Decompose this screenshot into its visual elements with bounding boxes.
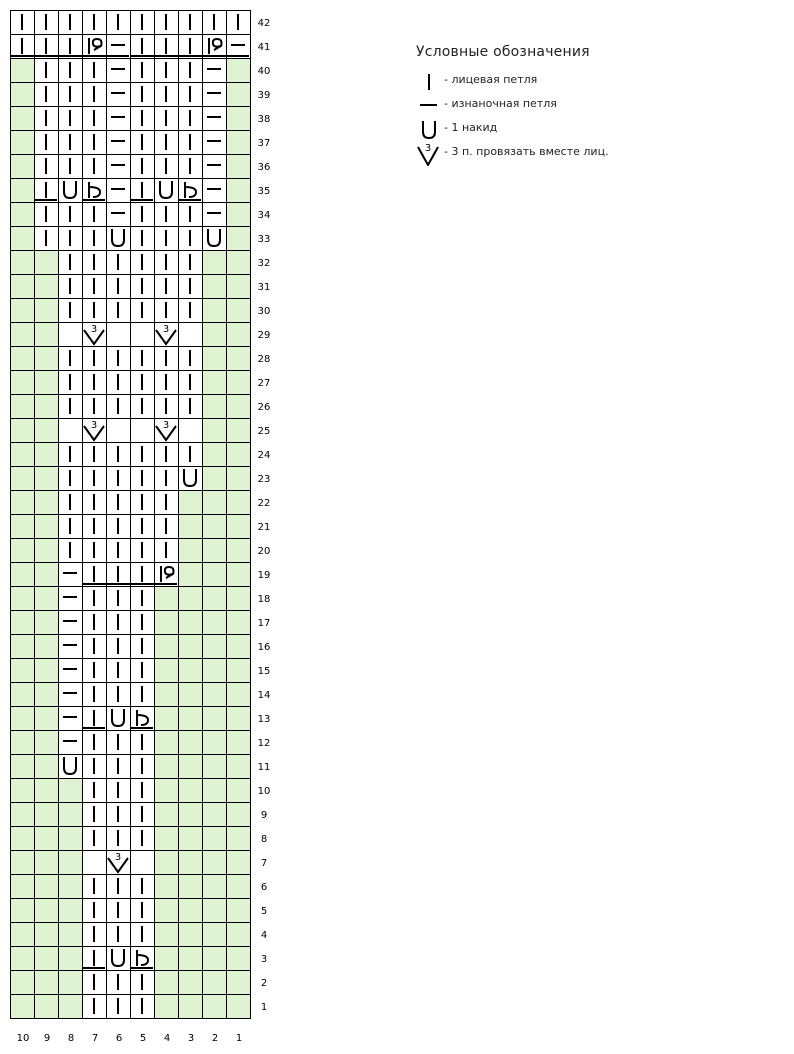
grid-cell <box>10 874 34 898</box>
grid-cell <box>202 826 226 850</box>
grid-cell <box>178 538 202 562</box>
legend-item-k3tog <box>416 142 776 166</box>
column-number: 6 <box>115 1033 123 1044</box>
column-number: 1 <box>235 1033 243 1044</box>
grid-cell <box>130 850 154 874</box>
grid-cell <box>154 970 178 994</box>
grid-cell <box>226 826 250 850</box>
grid-cell <box>34 994 58 1018</box>
grid-cell <box>202 514 226 538</box>
grid-cell <box>226 730 250 754</box>
grid-cell <box>202 322 226 346</box>
grid-cell <box>226 250 250 274</box>
row-number: 11 <box>257 762 271 773</box>
grid-cell <box>226 130 250 154</box>
grid-cell <box>10 946 34 970</box>
grid-cell <box>202 946 226 970</box>
grid-cell <box>10 538 34 562</box>
grid-cell <box>10 370 34 394</box>
grid-cell <box>34 346 58 370</box>
grid-cell <box>58 898 82 922</box>
row-number: 14 <box>257 690 271 701</box>
grid-cell <box>10 106 34 130</box>
row-number: 32 <box>257 258 271 269</box>
grid-cell <box>130 418 154 442</box>
k3tog-count: 3 <box>90 420 98 431</box>
legend-item-yarn-over <box>416 118 776 142</box>
row-number: 3 <box>260 954 268 965</box>
grid-cell <box>178 898 202 922</box>
grid-cell <box>226 994 250 1018</box>
grid-cell <box>226 442 250 466</box>
grid-cell <box>178 706 202 730</box>
grid-cell <box>154 586 178 610</box>
grid-cell <box>82 850 106 874</box>
grid-cell <box>10 898 34 922</box>
grid-cell <box>202 730 226 754</box>
row-number: 33 <box>257 234 271 245</box>
k3tog-count: 3 <box>90 324 98 335</box>
grid-cell <box>202 658 226 682</box>
grid-cell <box>34 562 58 586</box>
row-number: 8 <box>260 834 268 845</box>
grid-cell <box>202 682 226 706</box>
row-number: 20 <box>257 546 271 557</box>
row-number: 36 <box>257 162 271 173</box>
row-number: 12 <box>257 738 271 749</box>
grid-cell <box>178 682 202 706</box>
column-number: 5 <box>139 1033 147 1044</box>
grid-cell <box>10 274 34 298</box>
grid-cell <box>58 874 82 898</box>
grid-cell <box>10 178 34 202</box>
k3tog-count: 3 <box>162 324 170 335</box>
grid-cell <box>58 970 82 994</box>
legend <box>416 44 776 166</box>
row-number: 29 <box>257 330 271 341</box>
grid-cell <box>106 418 130 442</box>
grid-cell <box>34 850 58 874</box>
grid-cell <box>34 610 58 634</box>
grid-cell <box>226 946 250 970</box>
grid-cell <box>226 466 250 490</box>
grid-cell <box>58 826 82 850</box>
grid-cell <box>58 802 82 826</box>
grid-cell <box>226 778 250 802</box>
grid-cell <box>202 802 226 826</box>
grid-cell <box>34 274 58 298</box>
grid-cell <box>226 610 250 634</box>
grid-cell <box>34 946 58 970</box>
row-number: 22 <box>257 498 271 509</box>
grid-cell <box>202 298 226 322</box>
legend-item-knit <box>416 70 776 94</box>
grid-cell <box>226 298 250 322</box>
row-number: 16 <box>257 642 271 653</box>
row-number: 4 <box>260 930 268 941</box>
grid-cell <box>10 466 34 490</box>
grid-cell <box>226 154 250 178</box>
grid-cell <box>202 922 226 946</box>
k3tog-count: 3 <box>114 852 122 863</box>
grid-cell <box>10 994 34 1018</box>
grid-cell <box>202 562 226 586</box>
grid-cell <box>226 658 250 682</box>
row-number: 40 <box>257 66 271 77</box>
grid-cell <box>178 322 202 346</box>
grid-cell <box>202 970 226 994</box>
grid-cell <box>154 826 178 850</box>
grid-cell <box>10 226 34 250</box>
grid-cell <box>106 322 130 346</box>
column-number: 10 <box>16 1033 30 1044</box>
grid-cell <box>10 586 34 610</box>
grid-cell <box>10 58 34 82</box>
grid-cell <box>202 394 226 418</box>
grid-cell <box>178 994 202 1018</box>
svg-text:3: 3 <box>424 143 432 154</box>
grid-cell <box>202 442 226 466</box>
grid-cell <box>202 250 226 274</box>
grid-cell <box>202 586 226 610</box>
column-number: 4 <box>163 1033 171 1044</box>
grid-cell <box>154 850 178 874</box>
grid-cell <box>10 634 34 658</box>
grid-cell <box>34 490 58 514</box>
column-number: 8 <box>67 1033 75 1044</box>
row-number: 28 <box>257 354 271 365</box>
grid-cell <box>34 418 58 442</box>
grid-cell <box>226 106 250 130</box>
grid-cell <box>226 82 250 106</box>
grid-cell <box>34 922 58 946</box>
grid-cell <box>226 562 250 586</box>
grid-cell <box>154 610 178 634</box>
grid-cell <box>226 394 250 418</box>
grid-cell <box>154 778 178 802</box>
k3tog-count: 3 <box>162 420 170 431</box>
grid-cell <box>34 250 58 274</box>
grid-cell <box>10 322 34 346</box>
grid-cell <box>202 610 226 634</box>
grid-cell <box>226 322 250 346</box>
grid-cell <box>202 634 226 658</box>
grid-cell <box>58 946 82 970</box>
grid-cell <box>58 418 82 442</box>
grid-cell <box>34 658 58 682</box>
grid-cell <box>10 154 34 178</box>
row-number: 26 <box>257 402 271 413</box>
row-number: 31 <box>257 282 271 293</box>
grid-cell <box>178 586 202 610</box>
row-number: 15 <box>257 666 271 677</box>
grid-cell <box>178 562 202 586</box>
grid-cell <box>34 586 58 610</box>
grid-cell <box>202 466 226 490</box>
grid-cell <box>178 874 202 898</box>
grid-cell <box>226 970 250 994</box>
legend-item-purl <box>416 94 776 118</box>
grid-cell <box>34 730 58 754</box>
grid-cell <box>202 754 226 778</box>
grid-cell <box>10 562 34 586</box>
grid-cell <box>154 898 178 922</box>
grid-cell <box>58 322 82 346</box>
grid-cell <box>34 802 58 826</box>
grid-cell <box>178 418 202 442</box>
grid-cell <box>10 82 34 106</box>
grid-cell <box>226 754 250 778</box>
row-number: 7 <box>260 858 268 869</box>
grid-cell <box>34 466 58 490</box>
grid-cell <box>34 538 58 562</box>
grid-cell <box>178 658 202 682</box>
grid-cell <box>226 706 250 730</box>
row-number: 35 <box>257 186 271 197</box>
grid-cell <box>154 946 178 970</box>
grid-cell <box>58 994 82 1018</box>
row-number: 34 <box>257 210 271 221</box>
row-number: 17 <box>257 618 271 629</box>
grid-cell <box>226 346 250 370</box>
grid-cell <box>58 850 82 874</box>
grid-cell <box>178 610 202 634</box>
row-number: 21 <box>257 522 271 533</box>
grid-cell <box>10 514 34 538</box>
knitting-chart <box>0 0 300 1054</box>
legend-label-knit: - лицевая петля <box>444 73 538 86</box>
grid-cell <box>178 826 202 850</box>
row-number: 42 <box>257 18 271 29</box>
grid-cell <box>202 418 226 442</box>
row-number: 27 <box>257 378 271 389</box>
grid-cell <box>154 922 178 946</box>
row-number: 39 <box>257 90 271 101</box>
grid-cell <box>154 874 178 898</box>
grid-cell <box>202 370 226 394</box>
grid-cell <box>10 130 34 154</box>
grid-cell <box>10 202 34 226</box>
grid-cell <box>10 250 34 274</box>
grid-cell <box>10 826 34 850</box>
grid-cell <box>226 634 250 658</box>
row-number: 1 <box>260 1002 268 1013</box>
row-number: 30 <box>257 306 271 317</box>
grid-cell <box>226 226 250 250</box>
grid-cell <box>178 754 202 778</box>
grid-cell <box>34 754 58 778</box>
grid-cell <box>226 898 250 922</box>
row-number: 38 <box>257 114 271 125</box>
grid-cell <box>10 610 34 634</box>
grid-cell <box>226 586 250 610</box>
grid-cell <box>10 922 34 946</box>
grid-cell <box>226 922 250 946</box>
grid-cell <box>10 490 34 514</box>
grid-cell <box>34 874 58 898</box>
grid-cell <box>202 778 226 802</box>
grid-cell <box>10 706 34 730</box>
grid-cell <box>10 298 34 322</box>
grid-cell <box>202 538 226 562</box>
grid-cell <box>178 922 202 946</box>
grid-cell <box>178 490 202 514</box>
purl-stitch-icon <box>416 94 442 118</box>
legend-label-yarn-over: - 1 накид <box>444 121 498 134</box>
grid-cell <box>226 178 250 202</box>
grid-cell <box>178 514 202 538</box>
grid-cell <box>34 898 58 922</box>
row-number: 24 <box>257 450 271 461</box>
grid-cell <box>34 682 58 706</box>
grid-cell <box>178 802 202 826</box>
row-number: 18 <box>257 594 271 605</box>
grid-cell <box>226 418 250 442</box>
grid-cell <box>82 178 106 202</box>
knit-stitch-icon <box>416 70 442 94</box>
k3tog-icon <box>416 142 442 166</box>
grid-cell <box>226 538 250 562</box>
grid-cell <box>154 802 178 826</box>
legend-label-k3tog: - 3 п. провязать вместе лиц. <box>444 145 609 158</box>
grid-cell <box>226 370 250 394</box>
legend-title: Условные обозначения <box>416 44 590 60</box>
grid-cell <box>226 682 250 706</box>
row-number: 37 <box>257 138 271 149</box>
grid-cell <box>178 850 202 874</box>
grid-cell <box>226 274 250 298</box>
yarn-over-icon <box>416 118 442 142</box>
row-number: 19 <box>257 570 271 581</box>
grid-cell <box>10 442 34 466</box>
grid-cell <box>10 394 34 418</box>
row-number: 41 <box>257 42 271 53</box>
grid-cell <box>130 706 154 730</box>
grid-cell <box>178 634 202 658</box>
grid-cell <box>10 730 34 754</box>
grid-cell <box>34 778 58 802</box>
row-number: 25 <box>257 426 271 437</box>
grid-cell <box>130 322 154 346</box>
grid-cell <box>34 634 58 658</box>
grid-cell <box>10 754 34 778</box>
grid-cell <box>226 490 250 514</box>
grid-cell <box>34 826 58 850</box>
grid-cell <box>226 874 250 898</box>
grid-cell <box>202 850 226 874</box>
grid-cell <box>154 682 178 706</box>
grid-cell <box>226 514 250 538</box>
grid-cell <box>202 898 226 922</box>
grid-cell <box>58 922 82 946</box>
column-number: 3 <box>187 1033 195 1044</box>
column-number: 9 <box>43 1033 51 1044</box>
grid-cell <box>58 778 82 802</box>
grid-cell <box>154 706 178 730</box>
grid-cell <box>154 994 178 1018</box>
grid-cell <box>226 802 250 826</box>
grid-cell <box>10 658 34 682</box>
row-number: 13 <box>257 714 271 725</box>
row-number: 9 <box>260 810 268 821</box>
grid-cell <box>154 658 178 682</box>
row-number: 5 <box>260 906 268 917</box>
grid-cell <box>10 418 34 442</box>
grid-cell <box>34 370 58 394</box>
grid-cell <box>202 874 226 898</box>
grid-cell <box>34 322 58 346</box>
grid-cell <box>226 850 250 874</box>
grid-cell <box>202 274 226 298</box>
grid-cell <box>202 994 226 1018</box>
grid-cell <box>178 178 202 202</box>
grid-cell <box>34 394 58 418</box>
grid-cell <box>130 946 154 970</box>
grid-cell <box>34 706 58 730</box>
grid-cell <box>202 346 226 370</box>
grid-cell <box>34 514 58 538</box>
grid-cell <box>178 946 202 970</box>
grid-cell <box>34 970 58 994</box>
grid-cell <box>10 682 34 706</box>
grid-cell <box>10 778 34 802</box>
grid-cell <box>178 778 202 802</box>
grid-cell <box>154 754 178 778</box>
grid-cell <box>34 298 58 322</box>
grid-cell <box>202 706 226 730</box>
grid-cell <box>226 58 250 82</box>
grid-cell <box>226 202 250 226</box>
row-number: 23 <box>257 474 271 485</box>
legend-label-purl: - изнаночная петля <box>444 97 557 110</box>
grid-cell <box>154 730 178 754</box>
grid-cell <box>178 730 202 754</box>
row-number: 6 <box>260 882 268 893</box>
row-number: 2 <box>260 978 268 989</box>
column-number: 7 <box>91 1033 99 1044</box>
grid-cell <box>178 970 202 994</box>
grid-cell <box>10 970 34 994</box>
column-number: 2 <box>211 1033 219 1044</box>
grid-cell <box>10 802 34 826</box>
row-number: 10 <box>257 786 271 797</box>
grid-cell <box>10 346 34 370</box>
grid-cell <box>10 850 34 874</box>
grid-cell <box>154 634 178 658</box>
grid-cell <box>202 490 226 514</box>
grid-cell <box>34 442 58 466</box>
